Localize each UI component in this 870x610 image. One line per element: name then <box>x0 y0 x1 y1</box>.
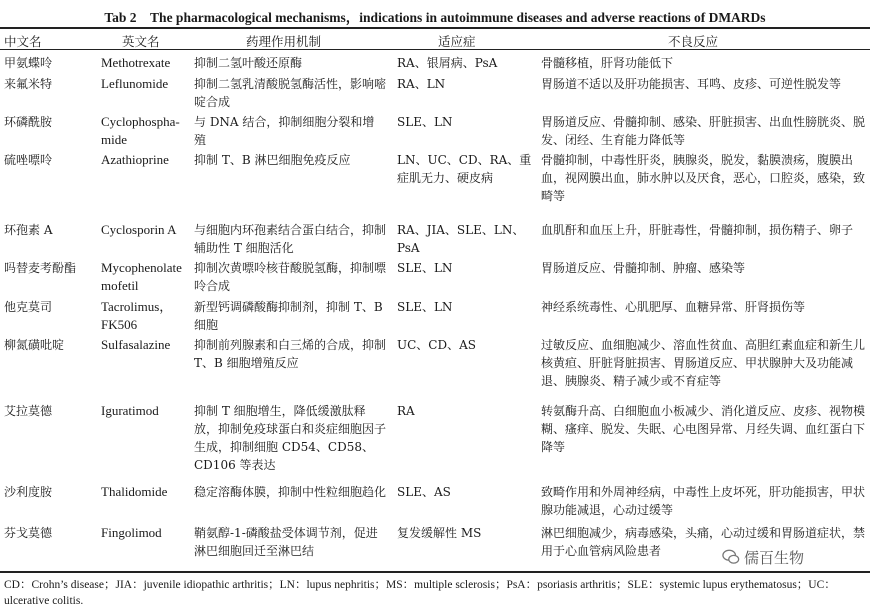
header-indications: 适应症 <box>438 34 476 49</box>
cell-chinese-name: 甲氨蝶呤 <box>4 56 53 70</box>
cell-english-name: Iguratimod <box>101 403 159 418</box>
table-footnote: CD：Crohn’s disease；JIA：juvenile idiopathic arthritis；LN：lupus nephritis；MS：multiple sclerosis；PsA：psoriasis arthritis；SLE：systemic lupus erythematosus；UC：ulcerative colitis. <box>4 579 836 607</box>
cell-mechanism: 抑制二氢乳清酸脱氢酶活性，影响嘧啶合成 <box>194 77 387 109</box>
cell-english-name: Fingolimod <box>101 525 162 540</box>
cell-mechanism: 抑制二氢叶酸还原酶 <box>194 56 303 70</box>
table-bottom-rule <box>0 571 870 573</box>
cell-mechanism: 新型钙调磷酸酶抑制剂，抑制 T、B 细胞 <box>194 300 383 332</box>
cell-mechanism: 稳定溶酶体膜，抑制中性粒细胞趋化 <box>194 485 387 499</box>
header-adverse: 不良反应 <box>668 34 719 49</box>
cell-adverse-reactions: 胃肠道反应、骨髓抑制、肿瘤、感染等 <box>541 261 746 275</box>
cell-mechanism: 抑制 T 细胞增生，降低缓激肽释放，抑制免疫球蛋白和炎症细胞因子生成，抑制细胞 CD54、CD58、CD106 等表达 <box>194 404 387 472</box>
cell-chinese-name: 硫唑嘌呤 <box>4 153 53 167</box>
cell-chinese-name: 艾拉莫德 <box>4 404 53 418</box>
cell-adverse-reactions: 骨髓移植，肝肾功能低下 <box>541 56 674 70</box>
cell-adverse-reactions: 致畸作用和外周神经病，中毒性上皮坏死，肝功能损害，甲状腺功能减退，心动过缓等 <box>541 485 866 517</box>
cell-indications: RA、JIA、SLE、LN、PsA <box>397 223 525 255</box>
cell-english-name: Tacrolimus，FK506 <box>101 299 173 332</box>
header-mechanism: 药理作用机制 <box>246 34 322 49</box>
cell-indications: RA <box>397 404 415 418</box>
cell-indications: RA、银屑病、PsA <box>397 56 498 70</box>
cell-english-name: Mycophenolate mofetil <box>101 260 182 293</box>
header-chinese-name: 中文名 <box>4 34 42 49</box>
cell-chinese-name: 吗替麦考酚酯 <box>4 261 77 275</box>
cell-indications: SLE、AS <box>397 485 451 499</box>
cell-chinese-name: 芬戈莫德 <box>4 526 53 540</box>
cell-adverse-reactions: 神经系统毒性、心肌肥厚、血糖异常、肝肾损伤等 <box>541 300 806 314</box>
table-top-rule <box>0 27 870 29</box>
cell-mechanism: 鞘氨醇-1-磷酸盐受体调节剂，促进淋巴细胞回迁至淋巴结 <box>194 526 378 558</box>
cell-adverse-reactions: 淋巴细胞减少，病毒感染，头痛，心动过缓和胃肠道症状，禁用于心血管病风险患者 <box>541 526 866 558</box>
cell-indications: UC、CD、AS <box>397 338 476 352</box>
cell-mechanism: 抑制 T、B 淋巴细胞免疫反应 <box>194 153 351 167</box>
cell-adverse-reactions: 骨髓抑制，中毒性肝炎，胰腺炎，脱发，黏膜溃疡，腹膜出血，视网膜出血，肺水肿以及厌食，恶心，口腔炎，感染，致畸等 <box>541 153 866 203</box>
cell-mechanism: 与细胞内环孢素结合蛋白结合，抑制辅助性 T 细胞活化 <box>194 223 387 255</box>
cell-english-name: Methotrexate <box>101 55 171 70</box>
cell-chinese-name: 来氟米特 <box>4 77 53 91</box>
cell-chinese-name: 环磷酰胺 <box>4 115 53 129</box>
cell-indications: 复发缓解性 MS <box>397 526 482 540</box>
header-english-name: 英文名 <box>122 34 160 49</box>
cell-indications: SLE、LN <box>397 115 453 129</box>
cell-indications: RA、LN <box>397 77 446 91</box>
cell-adverse-reactions: 胃肠道不适以及肝功能损害、耳鸣、皮疹、可逆性脱发等 <box>541 77 842 91</box>
cell-chinese-name: 沙利度胺 <box>4 485 53 499</box>
cell-english-name: Azathioprine <box>101 152 169 167</box>
cell-adverse-reactions: 转氨酶升高、白细胞血小板减少、消化道反应、皮疹、视物模糊、瘙痒、脱发、失眠、心电图异常、月经失调、血红蛋白下降等 <box>541 404 866 454</box>
watermark-text: 儒百生物 <box>744 548 805 567</box>
cell-english-name: Thalidomide <box>101 484 168 499</box>
cell-chinese-name: 他克莫司 <box>4 300 53 314</box>
cell-mechanism: 抑制次黄嘌呤核苷酸脱氢酶，抑制嘌呤合成 <box>194 261 387 293</box>
cell-english-name: Cyclosporin A <box>101 222 177 237</box>
cell-mechanism: 抑制前列腺素和白三烯的合成，抑制 T、B 细胞增殖反应 <box>194 338 387 370</box>
cell-english-name: Cyclophospha-mide <box>101 114 180 147</box>
cell-adverse-reactions: 血肌酐和血压上升，肝脏毒性，骨髓抑制，损伤精子、卵子 <box>541 223 854 237</box>
wechat-icon <box>722 548 740 566</box>
cell-adverse-reactions: 胃肠道反应、骨髓抑制、感染、肝脏损害、出血性膀胱炎、脱发、闭经、生育能力降低等 <box>541 115 866 147</box>
cell-indications: SLE、LN <box>397 261 453 275</box>
cell-chinese-name: 柳氮磺吡啶 <box>4 338 65 352</box>
table-header-rule <box>0 49 870 50</box>
cell-chinese-name: 环孢素 A <box>4 223 53 237</box>
cell-indications: SLE、LN <box>397 300 453 314</box>
cell-indications: LN、UC、CD、RA、重症肌无力、硬皮病 <box>397 153 532 185</box>
watermark <box>722 544 868 570</box>
table-caption: Tab 2 The pharmacological mechanisms，indications in autoimmune diseases and adverse reactions of DMARDs <box>104 10 766 25</box>
cell-english-name: Leflunomide <box>101 76 169 91</box>
cell-mechanism: 与 DNA 结合，抑制细胞分裂和增殖 <box>194 115 375 147</box>
cell-english-name: Sulfasalazine <box>101 337 171 352</box>
cell-adverse-reactions: 过敏反应、血细胞减少、溶血性贫血、高胆红素血症和新生儿核黄疸、肝脏肾脏损害、胃肠道反应、甲状腺肿大及功能减退、胰腺炎、精子减少或不育症等 <box>541 338 866 388</box>
